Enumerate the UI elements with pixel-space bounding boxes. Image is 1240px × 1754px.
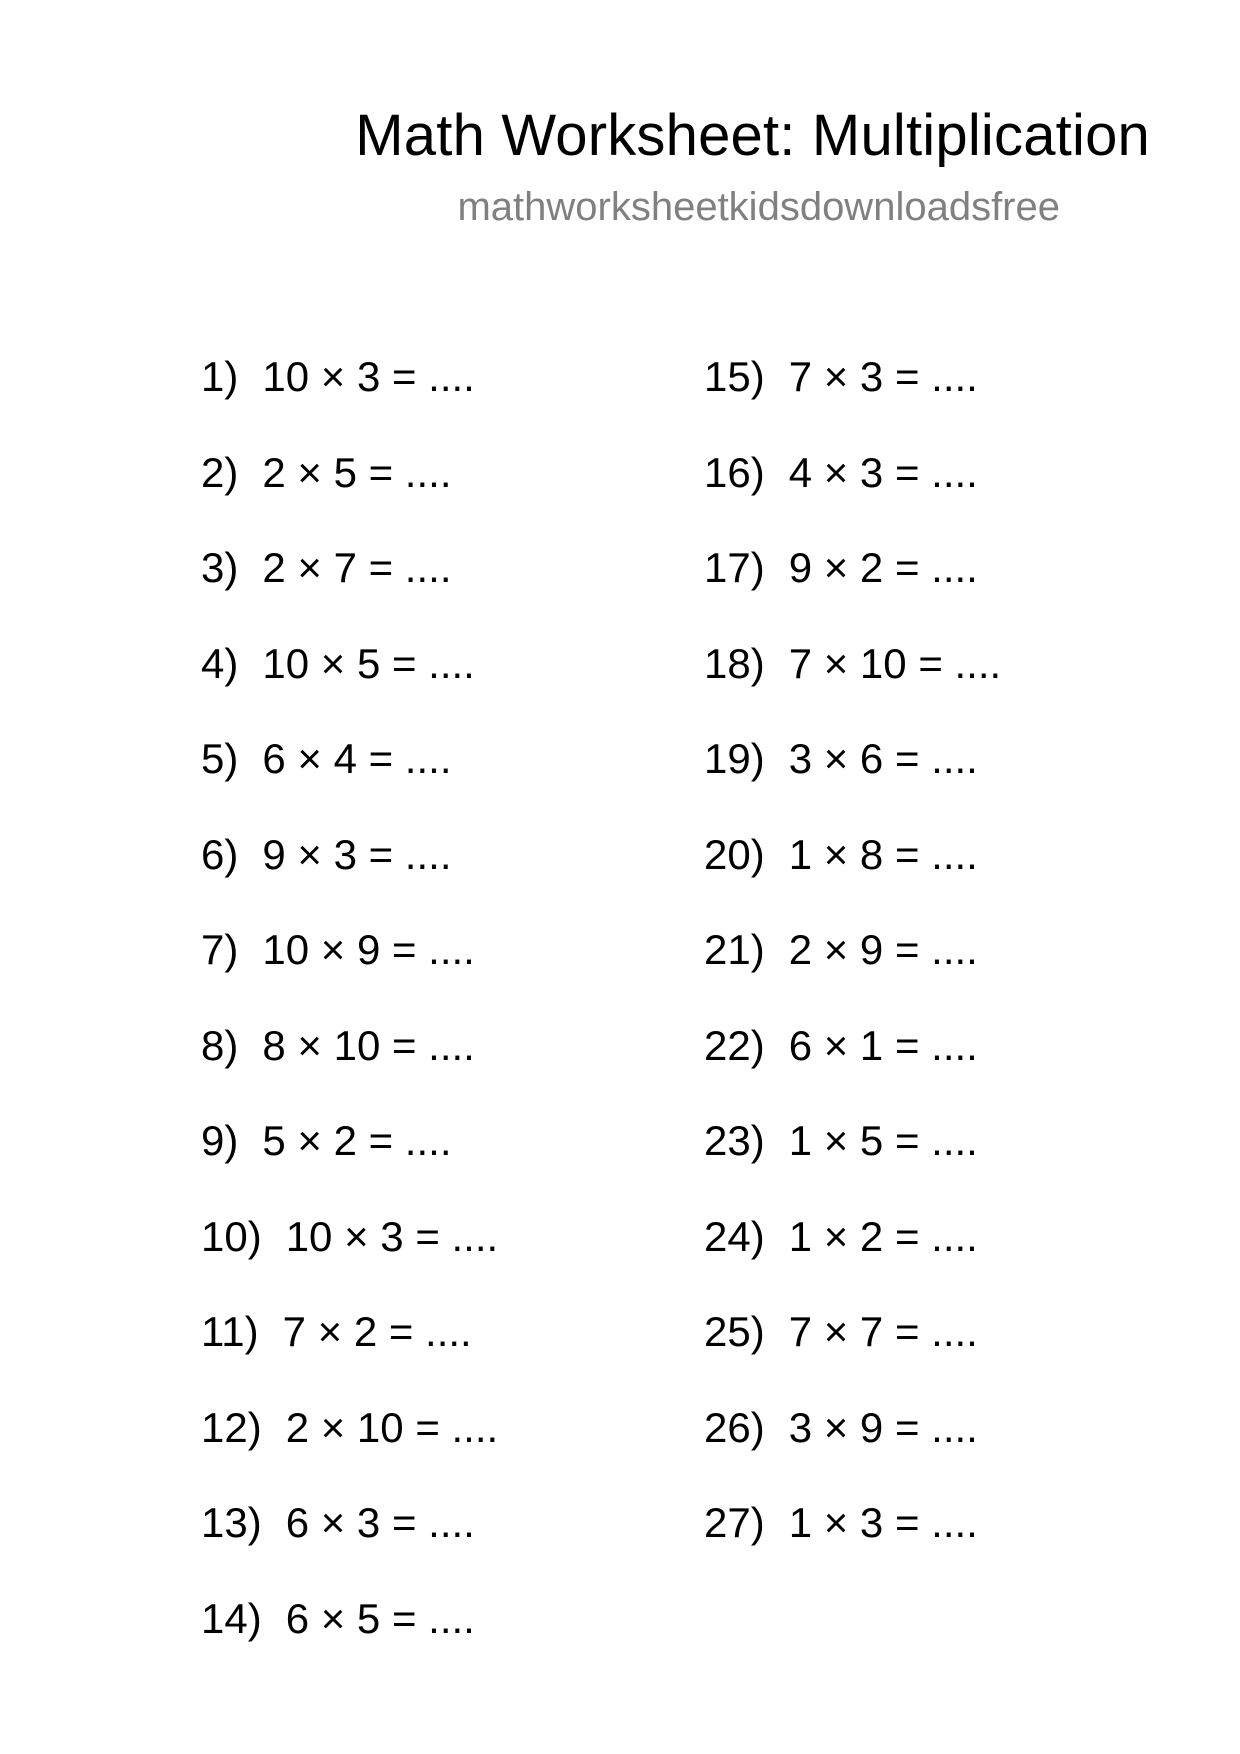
problem-expression: 1 × 2 = .... <box>788 1212 978 1260</box>
problem-expression: 4 × 3 = .... <box>788 448 978 496</box>
problem-item <box>201 1295 498 1391</box>
worksheet-header <box>355 100 1150 232</box>
problem-number: 10) <box>201 1212 262 1260</box>
problem-expression: 2 × 10 = .... <box>285 1403 499 1451</box>
page-title: Math Worksheet: Multiplication <box>355 103 1150 168</box>
problem-number: 3) <box>201 544 239 591</box>
problem-item <box>201 436 498 532</box>
problem-item <box>201 531 498 627</box>
problem-expression: 3 × 6 = .... <box>788 735 978 782</box>
problem-item <box>704 531 1001 627</box>
problem-item <box>704 818 1001 914</box>
problem-expression: 10 × 3 = .... <box>262 353 475 400</box>
problem-number: 27) <box>704 1499 765 1546</box>
problem-number: 15) <box>704 353 765 400</box>
problem-number: 18) <box>704 639 765 687</box>
problem-item <box>201 1391 498 1487</box>
problem-item <box>201 1200 498 1296</box>
problem-expression: 2 × 5 = .... <box>262 448 452 496</box>
problem-expression: 1 × 8 = .... <box>788 830 978 878</box>
problem-number: 21) <box>704 926 765 973</box>
problem-item <box>704 1009 1001 1105</box>
problem-number: 8) <box>201 1021 239 1069</box>
problem-number: 1) <box>201 353 239 400</box>
problem-number: 19) <box>704 735 765 782</box>
problem-expression: 7 × 10 = .... <box>788 639 1002 687</box>
problem-item <box>201 818 498 914</box>
problem-column-right <box>704 340 1001 1582</box>
problem-expression: 10 × 3 = .... <box>285 1212 499 1260</box>
problem-expression: 9 × 3 = .... <box>262 830 452 878</box>
problem-expression: 6 × 1 = .... <box>788 1021 978 1069</box>
problem-item <box>704 913 1001 1009</box>
problem-item <box>201 627 498 723</box>
problem-number: 12) <box>201 1403 262 1451</box>
problem-item <box>704 436 1001 532</box>
problem-expression: 2 × 9 = .... <box>788 926 978 973</box>
problem-item <box>201 1009 498 1105</box>
problem-item <box>201 913 498 1009</box>
problem-expression: 5 × 2 = .... <box>262 1117 452 1164</box>
problem-expression: 6 × 3 = .... <box>285 1499 475 1546</box>
problem-number: 6) <box>201 830 239 878</box>
problem-number: 13) <box>201 1499 262 1546</box>
problem-number: 20) <box>704 830 765 878</box>
problem-expression: 10 × 9 = .... <box>262 926 475 973</box>
problem-item <box>201 1104 498 1200</box>
problem-item <box>201 340 498 436</box>
problem-expression: 6 × 5 = .... <box>285 1594 475 1642</box>
problem-item <box>201 1582 498 1678</box>
problem-number: 25) <box>704 1308 765 1355</box>
problem-expression: 7 × 2 = .... <box>282 1308 472 1355</box>
problem-expression: 10 × 5 = .... <box>262 639 475 687</box>
problem-item <box>704 1295 1001 1391</box>
problem-item <box>201 722 498 818</box>
problem-number: 26) <box>704 1403 765 1451</box>
problem-number: 22) <box>704 1021 765 1069</box>
problem-item <box>704 722 1001 818</box>
problem-number: 17) <box>704 544 765 591</box>
problem-number: 7) <box>201 926 239 973</box>
problem-expression: 2 × 7 = .... <box>262 544 452 591</box>
problem-number: 4) <box>201 639 239 687</box>
problem-expression: 1 × 3 = .... <box>788 1499 978 1546</box>
problem-item <box>704 1104 1001 1200</box>
problem-expression: 8 × 10 = .... <box>262 1021 475 1069</box>
problem-expression: 6 × 4 = .... <box>262 735 452 782</box>
problem-column-left <box>201 340 498 1677</box>
problem-list <box>0 340 1240 1660</box>
problem-number: 24) <box>704 1212 765 1260</box>
problem-number: 9) <box>201 1117 239 1164</box>
page-subtitle: mathworksheetkidsdownloadsfree <box>457 185 1060 229</box>
problem-number: 5) <box>201 735 239 782</box>
problem-item <box>704 340 1001 436</box>
problem-number: 2) <box>201 448 239 496</box>
problem-item <box>704 1391 1001 1487</box>
problem-item <box>201 1486 498 1582</box>
problem-item <box>704 1200 1001 1296</box>
problem-expression: 3 × 9 = .... <box>788 1403 978 1451</box>
problem-expression: 1 × 5 = .... <box>788 1117 978 1164</box>
problem-expression: 9 × 2 = .... <box>788 544 978 591</box>
problem-expression: 7 × 3 = .... <box>788 353 978 400</box>
problem-number: 23) <box>704 1117 765 1164</box>
problem-item <box>704 627 1001 723</box>
problem-number: 14) <box>201 1594 262 1642</box>
problem-item <box>704 1486 1001 1582</box>
problem-number: 11) <box>201 1308 259 1355</box>
problem-expression: 7 × 7 = .... <box>788 1308 978 1355</box>
problem-number: 16) <box>704 448 765 496</box>
